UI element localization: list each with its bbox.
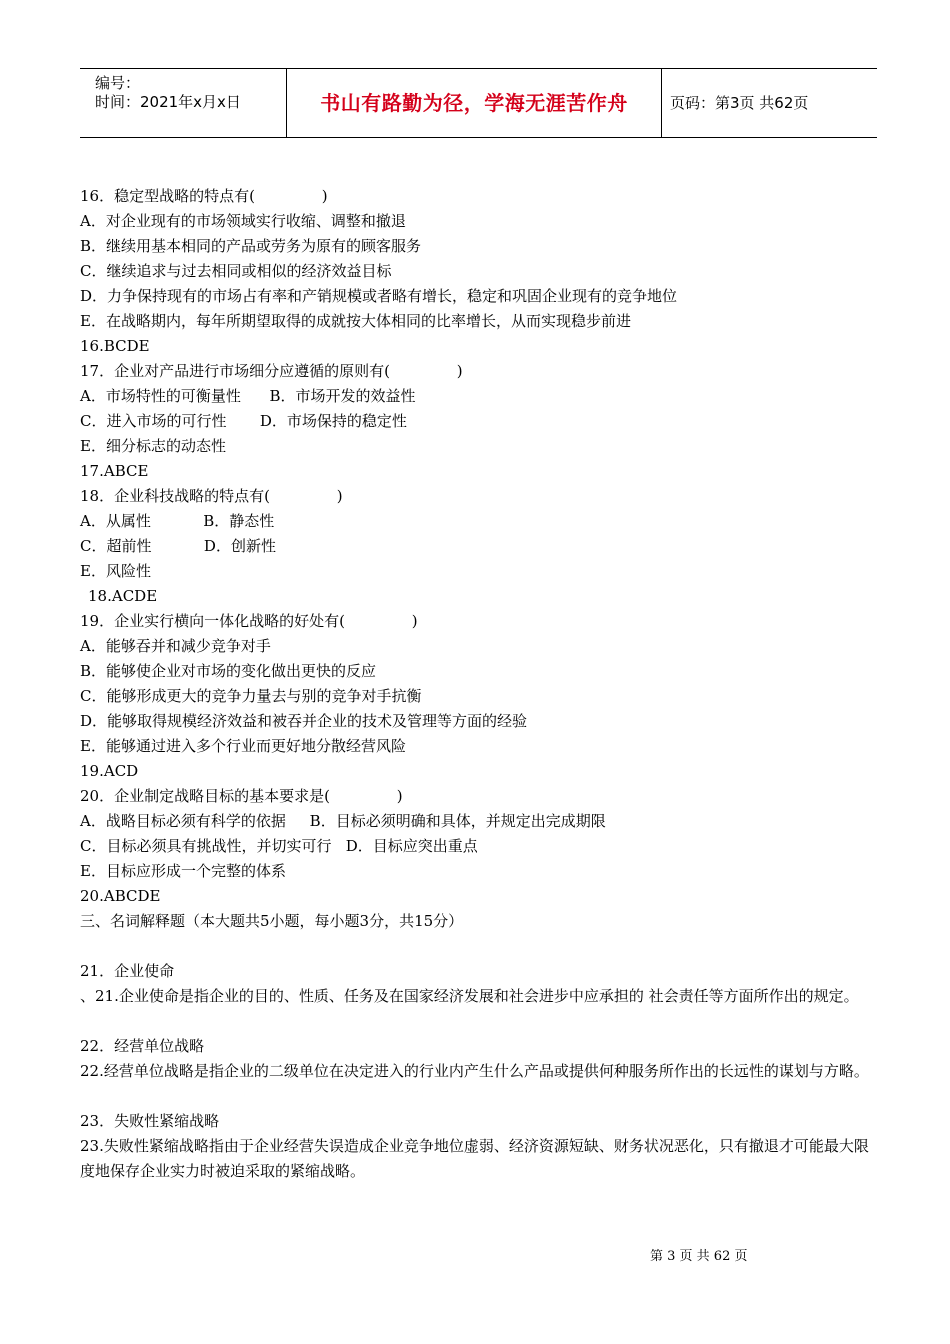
term-21-heading: 21．企业使命 xyxy=(80,962,175,980)
option-line: D．能够取得规模经济效益和被吞并企业的技术及管理等方面的经验 xyxy=(80,712,528,730)
option-line: C．目标必须具有挑战性，并切实可行 D．目标应突出重点 xyxy=(80,837,478,855)
page-header xyxy=(80,68,877,138)
answer-19: 19.ACD xyxy=(80,762,139,780)
document-time-label: 时间：2021年x月x日 xyxy=(95,93,241,111)
option-line: C．进入市场的可行性 D．市场保持的稳定性 xyxy=(80,412,407,430)
term-22-heading: 22．经营单位战略 xyxy=(80,1037,205,1055)
question-19: 19．企业实行横向一体化战略的好处有( ) xyxy=(80,612,418,630)
question-20: 20．企业制定战略目标的基本要求是( ) xyxy=(80,787,403,805)
option-line: D．力争保持现有的市场占有率和产销规模或者略有增长，稳定和巩固企业现有的竞争地位 xyxy=(80,287,678,305)
section-heading: 三、名词解释题（本大题共5小题，每小题3分，共15分） xyxy=(80,912,464,930)
option-line: A．市场特性的可衡量性 B．市场开发的效益性 xyxy=(80,387,416,405)
option-line: C．能够形成更大的竞争力量去与别的竞争对手抗衡 xyxy=(80,687,422,705)
question-17: 17．企业对产品进行市场细分应遵循的原则有( ) xyxy=(80,362,463,380)
header-meta-cell xyxy=(80,69,287,137)
page-footer-number: 第 3 页 共 62 页 xyxy=(650,1249,748,1264)
document-body xyxy=(80,184,880,1184)
answer-20: 20.ABCDE xyxy=(80,887,161,905)
answer-18: 18.ACDE xyxy=(88,587,158,605)
document-number-label: 编号： xyxy=(95,74,141,92)
option-line: B．继续用基本相同的产品或劳务为原有的顾客服务 xyxy=(80,237,422,255)
term-23-heading: 23．失败性紧缩战略 xyxy=(80,1112,220,1130)
option-line: E．在战略期内，每年所期望取得的成就按大体相同的比率增长，从而实现稳步前进 xyxy=(80,312,631,330)
option-line: E．细分标志的动态性 xyxy=(80,437,226,455)
option-line: A．战略目标必须有科学的依据 B．目标必须明确和具体，并规定出完成期限 xyxy=(80,812,606,830)
header-motto: 书山有路勤为径，学海无涯苦作舟 xyxy=(287,69,662,137)
spacer xyxy=(80,1084,880,1109)
question-18: 18．企业科技战略的特点有( ) xyxy=(80,487,343,505)
question-16: 16．稳定型战略的特点有( ) xyxy=(80,187,328,205)
option-line: C．继续追求与过去相同或相似的经济效益目标 xyxy=(80,262,392,280)
spacer xyxy=(80,934,880,959)
option-line: B．能够使企业对市场的变化做出更快的反应 xyxy=(80,662,377,680)
term-23-definition: 23.失败性紧缩战略指由于企业经营失误造成企业竞争地位虚弱、经济资源短缺、财务状况恶化，只有撤退才可能最大限度地保存企业实力时被迫采取的紧缩战略。 xyxy=(80,1137,869,1180)
option-line: E．目标应形成一个完整的体系 xyxy=(80,862,286,880)
answer-17: 17.ABCE xyxy=(80,462,149,480)
option-line: C．超前性 D．创新性 xyxy=(80,537,276,555)
header-page-info: 页码：第3页 共62页 xyxy=(670,94,809,112)
answer-16: 16.BCDE xyxy=(80,337,150,355)
term-21-definition: 、21.企业使命是指企业的目的、性质、任务及在国家经济发展和社会进步中应承担的 社会责任等方面所作出的规定。 xyxy=(80,987,859,1005)
option-line: A．能够吞并和减少竞争对手 xyxy=(80,637,271,655)
option-line: A．对企业现有的市场领域实行收缩、调整和撤退 xyxy=(80,212,406,230)
option-line: E．能够通过进入多个行业而更好地分散经营风险 xyxy=(80,737,406,755)
spacer xyxy=(80,1009,880,1034)
option-line: A．从属性 B．静态性 xyxy=(80,512,275,530)
term-22-definition: 22.经营单位战略是指企业的二级单位在决定进入的行业内产生什么产品或提供何种服务所作出的长远性的谋划与方略。 xyxy=(80,1062,869,1080)
option-line: E．风险性 xyxy=(80,562,151,580)
